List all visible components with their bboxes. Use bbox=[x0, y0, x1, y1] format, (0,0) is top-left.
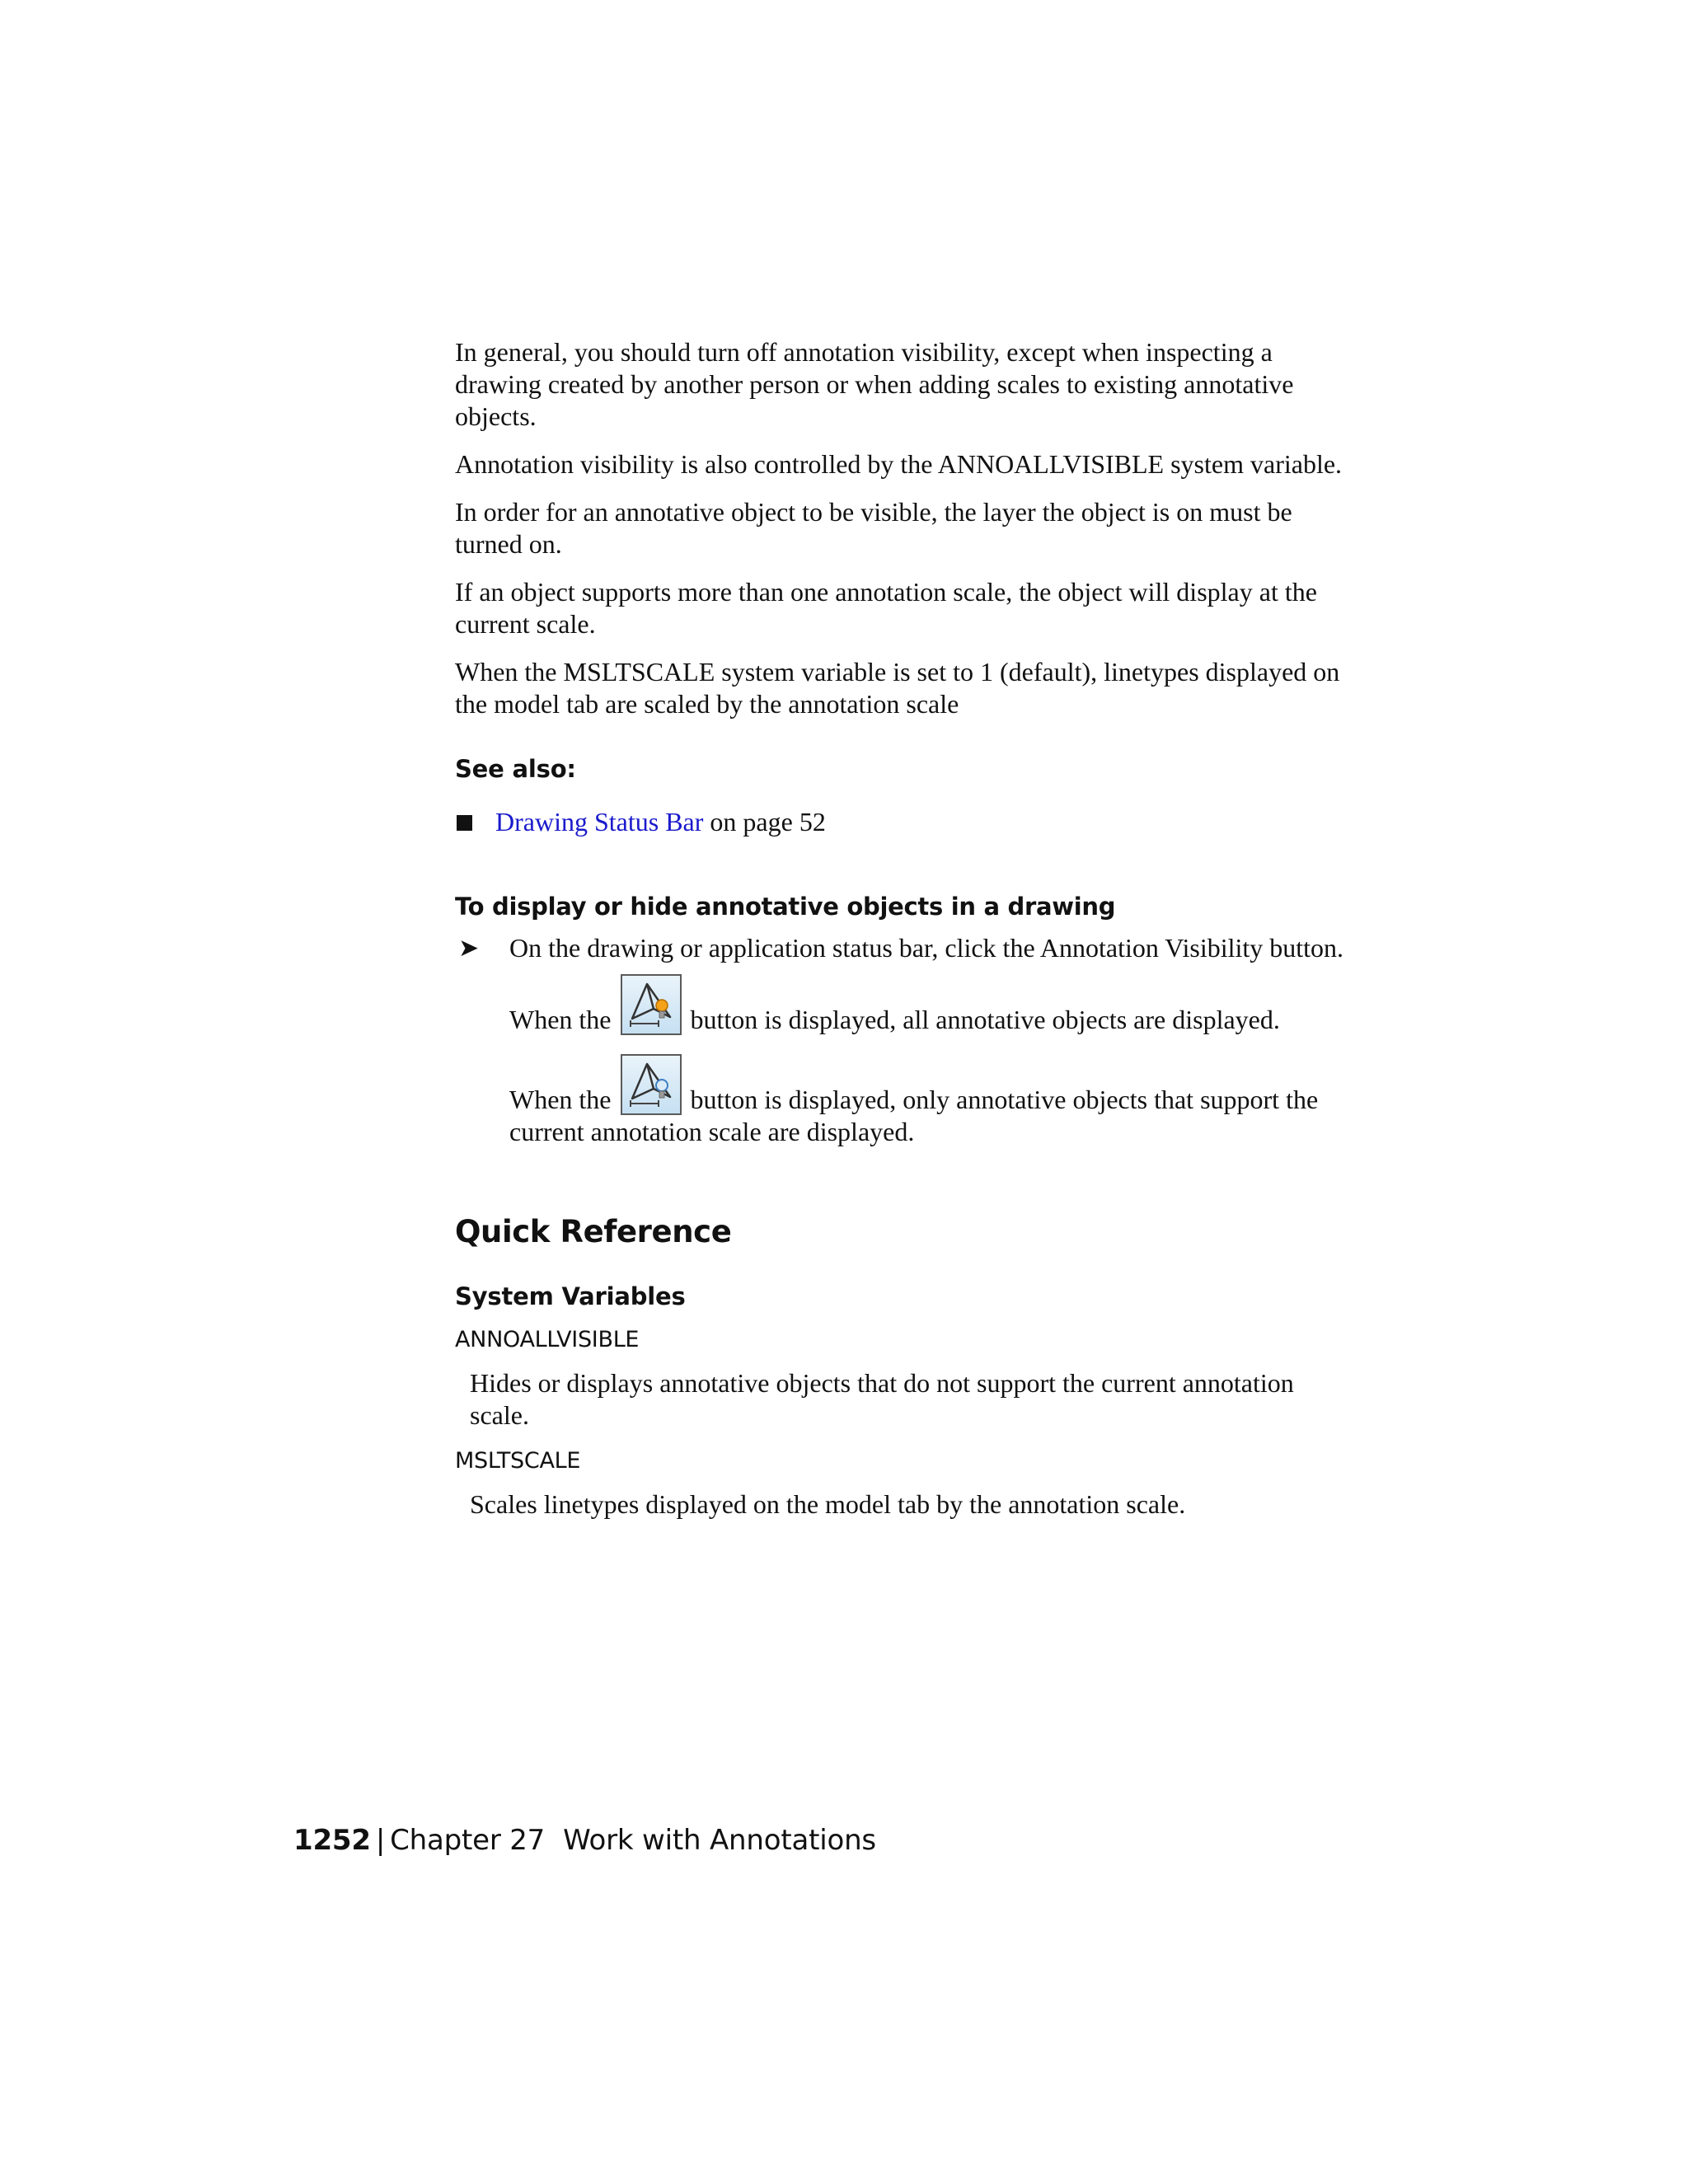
see-also-page-ref: on page 52 bbox=[703, 807, 826, 837]
page-number: 1252 bbox=[293, 1824, 371, 1857]
when-visibility-off-line bbox=[509, 1054, 1345, 1148]
when-prefix: When the bbox=[509, 1085, 612, 1114]
procedure-step bbox=[455, 932, 1345, 1148]
square-bullet-icon bbox=[457, 815, 472, 831]
procedure-step-text: On the drawing or application status bar, click the Annotation Visibility button. bbox=[509, 933, 1344, 963]
see-also-item-text bbox=[495, 806, 826, 838]
page-footer bbox=[293, 1824, 876, 1857]
when-off-suffix: button is displayed, only annotative objects that support the current annotation scale are displayed. bbox=[509, 1085, 1319, 1146]
paragraph-annotation-visibility-advice: In general, you should turn off annotation visibility, except when inspecting a drawing created by another person or when adding scales to existing annotative objects. bbox=[455, 337, 1294, 431]
system-variables-title: System Variables bbox=[455, 1282, 686, 1310]
procedure-title: To display or hide annotative objects in a drawing bbox=[455, 893, 1116, 921]
system-variable-name: ANNOALLVISIBLE bbox=[455, 1327, 640, 1352]
page-content bbox=[455, 336, 1345, 1537]
drawing-status-bar-link[interactable]: Drawing Status Bar bbox=[495, 807, 704, 837]
procedure-step-body bbox=[509, 932, 1345, 1148]
see-also-heading: See also: bbox=[455, 755, 576, 783]
footer-separator: | bbox=[375, 1824, 386, 1857]
paragraph-annoallvisible: Annotation visibility is also controlled by the ANNOALLVISIBLE system variable. bbox=[455, 449, 1343, 479]
system-variable-name: MSLTSCALE bbox=[455, 1448, 581, 1474]
footer-chapter-title: Work with Annotations bbox=[563, 1824, 876, 1857]
system-variable-description: Hides or displays annotative objects that do not support the current annotation scale. bbox=[470, 1368, 1294, 1430]
arrow-bullet-icon: ➤ bbox=[458, 935, 480, 962]
paragraph-msltscale: When the MSLTSCALE system variable is set to 1 (default), linetypes displayed on the model tab are scaled by the annotation scale bbox=[455, 657, 1340, 719]
footer-chapter: Chapter 27 bbox=[390, 1824, 546, 1857]
quick-reference-title: Quick Reference bbox=[455, 1214, 732, 1249]
paragraph-layer-on: In order for an annotative object to be visible, the layer the object is on must be turned on. bbox=[455, 497, 1292, 559]
when-prefix: When the bbox=[509, 1005, 612, 1034]
paragraph-multiple-scales: If an object supports more than one annotation scale, the object will display at the current scale. bbox=[455, 577, 1317, 639]
annotation-visibility-on-icon bbox=[621, 974, 682, 1035]
when-visibility-on-line bbox=[509, 974, 1345, 1036]
annotation-visibility-off-icon bbox=[621, 1054, 682, 1115]
when-on-suffix: button is displayed, all annotative objects are displayed. bbox=[690, 1005, 1280, 1034]
system-variable-description: Scales linetypes displayed on the model tab by the annotation scale. bbox=[470, 1489, 1186, 1519]
see-also-item bbox=[455, 806, 1345, 838]
